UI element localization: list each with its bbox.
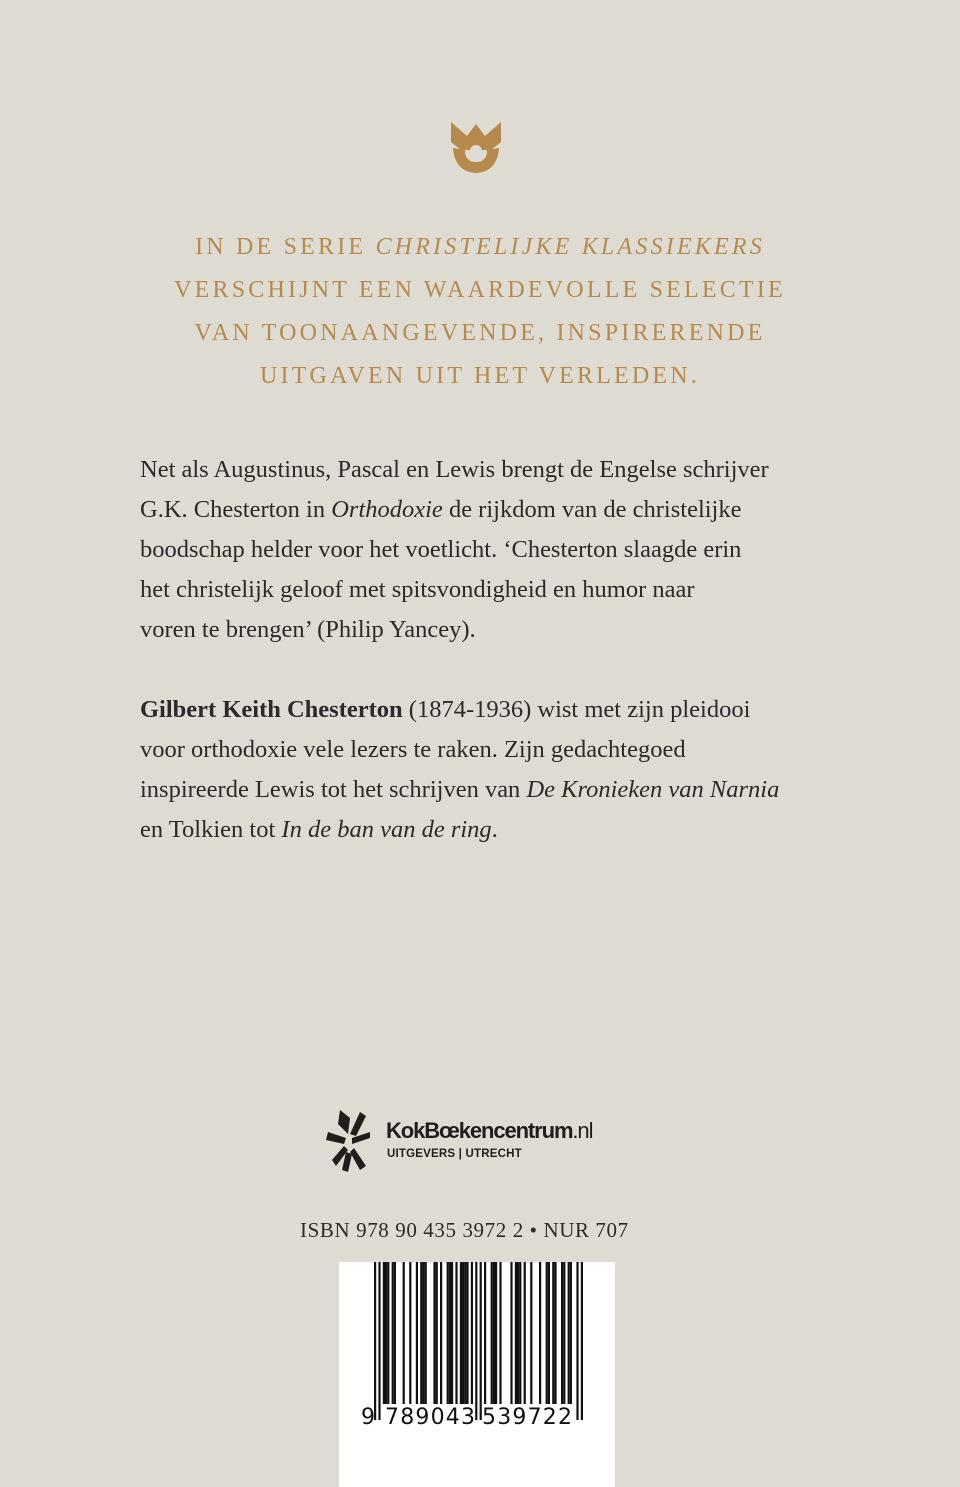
barcode-bar <box>392 1262 394 1404</box>
barcode-bar <box>539 1262 541 1404</box>
barcode-bar <box>449 1262 451 1404</box>
barcode-bar <box>554 1262 556 1404</box>
blurb-line: het christelijk geloof met spitsvondigheid en humor naar <box>140 576 695 603</box>
barcode-right-digits: 539722 <box>482 1405 574 1430</box>
series-line-2: VERSCHIJNT EEN WAARDEVOLLE SELECTIE <box>174 277 786 303</box>
series-line-3: VAN TOONAANGEVENDE, INSPIRERENDE <box>194 320 766 346</box>
series-statement <box>0 226 960 398</box>
blurb-line: en Tolkien tot In de ban van de ring. <box>140 816 498 843</box>
barcode-bar <box>460 1262 462 1404</box>
barcode-bar <box>451 1262 453 1404</box>
ean13-barcode-icon <box>339 1262 615 1487</box>
barcode-guard-bar <box>378 1262 380 1420</box>
blurb-paragraph-2 <box>140 690 840 850</box>
barcode-bar <box>517 1262 519 1404</box>
barcode-bar <box>436 1262 438 1404</box>
barcode-bar <box>440 1262 442 1404</box>
barcode-guard-bar <box>581 1262 583 1420</box>
barcode-bar <box>561 1262 563 1404</box>
barcode-bar <box>422 1262 424 1404</box>
book-title: De Kronieken van Narnia <box>526 776 780 803</box>
barcode-bar <box>462 1262 464 1404</box>
barcode-bar <box>548 1262 550 1404</box>
barcode-guard-bar <box>480 1262 482 1420</box>
barcode-bar <box>466 1262 468 1404</box>
book-title: Orthodoxie <box>331 496 443 523</box>
barcode-bar <box>546 1262 548 1404</box>
author-name: Gilbert Keith Chesterton <box>140 696 403 723</box>
isbn-nur: ISBN 978 90 435 3972 2 • NUR 707 <box>300 1218 629 1242</box>
book-title: In de ban van de ring <box>281 816 492 843</box>
barcode-bar <box>524 1262 526 1404</box>
series-line-4: UITGAVEN UIT HET VERLEDEN. <box>259 363 701 389</box>
barcode-bar <box>499 1262 501 1404</box>
barcode-bar <box>464 1262 466 1404</box>
barcode-guard-bar <box>374 1262 376 1420</box>
barcode-first-digit: 9 <box>361 1405 375 1430</box>
blurb-line: Net als Augustinus, Pascal en Lewis brengt de Engelse schrijver <box>140 456 769 483</box>
barcode-bar <box>416 1262 418 1404</box>
barcode-left-digits: 789043 <box>385 1405 477 1430</box>
bird-crown-emblem-icon <box>449 120 503 174</box>
publisher-name: KokBœkencentrum.nl <box>386 1118 593 1143</box>
barcode-bar <box>385 1262 387 1404</box>
barcode-digits <box>339 1405 615 1435</box>
barcode-bar <box>420 1262 422 1404</box>
barcode-bar <box>515 1262 517 1404</box>
barcode-bar <box>495 1262 497 1404</box>
barcode-bar <box>447 1262 449 1404</box>
barcode-bar <box>563 1262 565 1404</box>
barcode-bar <box>570 1262 572 1404</box>
barcode-bar <box>519 1262 521 1404</box>
kok-boekencentrum-star-icon <box>326 1108 372 1174</box>
series-title: CHRISTELIJKE KLASSIEKERS <box>375 234 765 260</box>
barcode-bar <box>510 1262 512 1404</box>
barcode-bar <box>394 1262 396 1404</box>
barcode-bar <box>491 1262 493 1404</box>
blurb-line: boodschap helder voor het voetlicht. ‘Chesterton slaagde erin <box>140 536 742 563</box>
blurb-paragraph-1 <box>140 450 840 650</box>
barcode-bar <box>433 1262 435 1404</box>
barcode-bar <box>493 1262 495 1404</box>
blurb-line: Gilbert Keith Chesterton (1874-1936) wist met zijn pleidooi <box>140 696 751 723</box>
publisher-subtitle: UITGEVERS | UTRECHT <box>387 1148 522 1160</box>
barcode-area <box>339 1262 615 1487</box>
barcode-bar <box>455 1262 457 1404</box>
barcode-bar <box>552 1262 554 1404</box>
blurb-line: G.K. Chesterton in Orthodoxie de rijkdom van de christelijke <box>140 496 742 523</box>
barcode-bar <box>425 1262 427 1404</box>
barcode-bar <box>409 1262 411 1404</box>
blurb-line: inspireerde Lewis tot het schrijven van De Kronieken van Narnia <box>140 776 780 803</box>
blurb-line: voren te brengen’ (Philip Yancey). <box>140 616 476 643</box>
barcode-bar <box>471 1262 473 1404</box>
barcode-bar <box>383 1262 385 1404</box>
barcode-bar <box>568 1262 570 1404</box>
series-line-1: IN DE SERIE CHRISTELIJKE KLASSIEKERS <box>195 234 765 260</box>
barcode-bar <box>403 1262 405 1404</box>
blurb-line: voor orthodoxie vele lezers te raken. Zijn gedachtegoed <box>140 736 686 763</box>
barcode-bar <box>387 1262 389 1404</box>
barcode-bar <box>530 1262 532 1404</box>
barcode-guard-bar <box>576 1262 578 1420</box>
barcode-bar <box>484 1262 486 1404</box>
barcode-guard-bar <box>475 1262 477 1420</box>
publisher-logo <box>326 1108 646 1178</box>
